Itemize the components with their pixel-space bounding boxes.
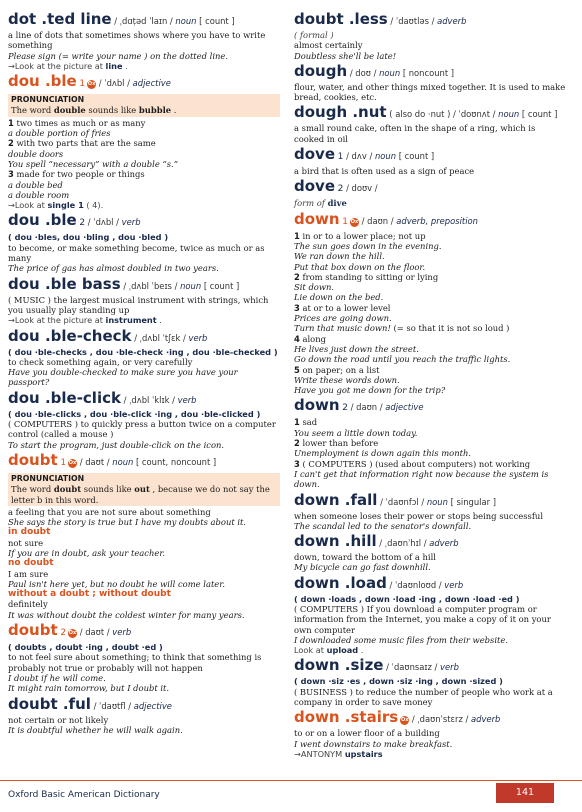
- dictionary-entry: [294, 396, 566, 489]
- oxford-3000-keyword-icon: Ox: [350, 218, 359, 225]
- definition: when someone loses their power or stops being successful: [294, 510, 544, 521]
- example-sentence: I can't get that information right now because the system is down.: [294, 468, 549, 490]
- headword: dot .ted line: [8, 10, 112, 28]
- headword-line: [294, 656, 566, 676]
- sense-definition: lower than before: [302, 438, 379, 449]
- dictionary-entry: [294, 62, 566, 103]
- sense: [294, 303, 566, 313]
- sense-number: 2: [294, 438, 300, 449]
- example-sentence: To start the program, just double-click on the icon.: [8, 439, 225, 450]
- headword: doubt .less: [294, 10, 388, 28]
- pronunciation: / ˈdaʊtləs /: [390, 16, 435, 26]
- pronunciation-box-title: PRONUNCIATION: [11, 473, 85, 483]
- cross-reference-suffix: ( 4).: [86, 200, 104, 211]
- part-of-speech: adverb: [471, 714, 501, 725]
- form-of-prefix: form of: [294, 198, 325, 209]
- example-sentence: Doubtless she'll be late!: [294, 50, 397, 61]
- example-sentence: Sit down.: [294, 282, 335, 293]
- cross-reference: [294, 645, 566, 655]
- headword-line: [8, 451, 280, 472]
- definition: not sure: [8, 537, 44, 548]
- pronunciation: / daʊt /: [79, 627, 110, 638]
- sense-definition: ( COMPUTERS ) (used about computers) not working: [302, 458, 531, 469]
- homonym-number: 1: [337, 152, 344, 163]
- part-of-speech: adjective: [132, 78, 171, 89]
- headword: dou .ble bass: [8, 274, 121, 293]
- grammar-label: [ count ]: [521, 109, 558, 120]
- dictionary-entry: [294, 532, 566, 573]
- sense-number: 1: [8, 117, 14, 128]
- part-of-speech: verb: [177, 394, 197, 405]
- page-footer: [0, 780, 582, 805]
- headword: dou .ble: [8, 211, 77, 230]
- cross-reference: [8, 315, 280, 325]
- headword-line: [294, 491, 566, 511]
- example-sentence: If you are in doubt, ask your teacher.: [8, 547, 166, 558]
- pronunciation-text-pre: The word: [11, 484, 54, 495]
- pronunciation: / doʊ /: [349, 67, 377, 78]
- headword: down .size: [294, 656, 384, 675]
- grammar-label: [ count ]: [203, 280, 240, 291]
- sense-number: 3: [294, 302, 300, 313]
- headword: down .fall: [294, 490, 378, 509]
- definition: not certain or not likely: [8, 714, 109, 725]
- sense-definition: with two parts that are the same: [16, 138, 156, 149]
- pronunciation: / ˈdʌbl /: [98, 78, 130, 89]
- pronunciation-box-text: [11, 105, 277, 115]
- dictionary-entry: [294, 574, 566, 656]
- headword: doubt: [8, 621, 58, 640]
- dictionary-entry: [8, 72, 280, 210]
- grammar-label: [ singular ]: [450, 496, 496, 507]
- form-of-word: dive: [327, 198, 347, 209]
- headword-line: [8, 389, 280, 409]
- headword-line: [294, 574, 566, 594]
- part-of-speech: verb: [444, 579, 464, 590]
- pronunciation-rhyme: out: [134, 484, 150, 495]
- headword: down .load: [294, 573, 387, 592]
- headword-line: [8, 327, 280, 347]
- pronunciation: / daʊn /: [350, 402, 383, 413]
- example-sentence: a double room: [8, 189, 70, 200]
- example-sentence: Prices are going down.: [294, 313, 392, 324]
- headword-line: [294, 210, 566, 231]
- part-of-speech: adjective: [133, 700, 172, 711]
- part-of-speech: adjective: [385, 402, 424, 413]
- pronunciation-word: doubt: [53, 484, 82, 495]
- example-sentence: The price of gas has almost doubled in two years.: [8, 263, 219, 274]
- part-of-speech: verb: [112, 627, 132, 638]
- pronunciation: / ˈdaʊnfɔl /: [380, 496, 425, 507]
- cross-reference-word: instrument: [105, 315, 157, 326]
- sense: [294, 459, 566, 469]
- headword: dou .ble-check: [8, 326, 132, 345]
- part-of-speech: verb: [440, 662, 459, 673]
- pronunciation-text-mid: sounds like: [81, 484, 135, 495]
- antonym-label: →ANTONYM: [294, 748, 343, 759]
- pronunciation: / doʊv /: [346, 183, 378, 194]
- grammar-label: [ count ]: [199, 16, 235, 26]
- sense-number: 2: [294, 271, 300, 282]
- headword-line: [294, 62, 566, 82]
- sense-definition: from standing to sitting or lying: [302, 271, 439, 282]
- headword: doubt: [8, 450, 58, 469]
- part-of-speech: noun: [426, 496, 448, 507]
- dictionary-entry: [8, 451, 280, 620]
- inflected-forms: ( down ·loads , down ·load ·ing , down ·load ·ed ): [294, 593, 520, 604]
- pronunciation: / ˌdʌbl ˈtʃɛk /: [134, 332, 186, 343]
- sense: [294, 438, 566, 448]
- homonym-number: 2: [342, 403, 348, 414]
- pronunciation: / daʊt /: [79, 456, 110, 467]
- form-of-reference: [294, 198, 566, 208]
- part-of-speech: noun: [379, 67, 401, 78]
- example-sentence: The sun goes down in the evening.: [294, 240, 442, 251]
- pronunciation-text-post: .: [171, 105, 177, 116]
- footer-title: Oxford Basic American Dictionary: [8, 790, 160, 800]
- example-sentence: Unemployment is down again this month.: [294, 448, 472, 459]
- example-sentence: He lives just down the street.: [294, 343, 419, 354]
- left-column: [8, 10, 280, 736]
- example-sentence: Have you got me down for the trip?: [294, 385, 446, 396]
- pronunciation-word: double: [53, 105, 86, 116]
- cross-reference-suffix: .: [125, 60, 128, 71]
- pronunciation: / ˈdaʊnsaɪz /: [386, 662, 438, 673]
- dictionary-entry: [294, 210, 566, 396]
- grammar-label: [ count ]: [398, 151, 435, 162]
- headword: doubt .ful: [8, 694, 91, 713]
- dictionary-entry: [294, 177, 566, 208]
- homonym-number: 1: [79, 79, 86, 90]
- definition: ( MUSIC ) the largest musical instrument with strings, which you usually play standing up: [8, 294, 269, 315]
- usage-label: ( formal ): [294, 30, 334, 40]
- example-sentence: Please sign (= write your name ) on the dotted line.: [8, 50, 229, 61]
- idiom-phrase: in doubt: [8, 527, 51, 538]
- sense: [294, 334, 566, 344]
- pronunciation: ( also do ·nut ) / ˈdoʊnʌt /: [389, 109, 496, 120]
- pronunciation: / ˈdaʊtfl /: [93, 700, 132, 711]
- inflected-forms: ( doubts , doubt ·ing , doubt ·ed ): [8, 642, 163, 653]
- example-sentence: She says the story is true but I have my doubts about it.: [8, 517, 247, 528]
- cross-reference-word: upload: [326, 645, 359, 656]
- sense-number: 3: [294, 458, 300, 469]
- antonym-reference: [294, 749, 566, 759]
- oxford-3000-keyword-icon: Ox: [400, 717, 409, 724]
- definition: almost certainly: [294, 40, 363, 51]
- headword-line: [294, 396, 566, 417]
- definition: to become, or make something become, twice as much or as many: [8, 242, 265, 264]
- sense-definition: along: [302, 333, 326, 344]
- sense-definition: on paper; on a list: [302, 364, 380, 375]
- dictionary-entry: [8, 695, 280, 736]
- part-of-speech: noun: [374, 151, 397, 162]
- oxford-3000-keyword-icon: Ox: [68, 459, 77, 466]
- pronunciation-box-text: [11, 484, 277, 505]
- dictionary-entry: [8, 275, 280, 326]
- homonym-number: 1: [342, 216, 348, 227]
- dictionary-entry: [8, 211, 280, 273]
- headword: dough: [294, 61, 348, 80]
- cross-reference-prefix: →Look at the picture at: [8, 315, 103, 326]
- example-sentence: Have you double-checked to make sure you have your passport?: [8, 367, 238, 388]
- headword-line: [294, 10, 566, 30]
- definition: a line of dots that sometimes shows where you have to write something: [8, 30, 266, 51]
- sense-number: 4: [294, 333, 300, 344]
- pronunciation: / ˈdʌbl /: [87, 217, 119, 228]
- dictionary-entry: [8, 389, 280, 450]
- oxford-3000-keyword-icon: Ox: [68, 630, 77, 637]
- sense-number: 1: [294, 417, 300, 428]
- headword-line: [294, 708, 566, 728]
- sense-number: 3: [8, 169, 14, 180]
- dictionary-entry: [294, 656, 566, 707]
- part-of-speech: noun: [498, 109, 520, 120]
- cross-reference-word: single 1: [47, 200, 84, 211]
- part-of-speech: noun: [112, 456, 134, 467]
- pronunciation: / ˈdaʊnloʊd /: [389, 579, 442, 590]
- pronunciation-text-pre: The word: [11, 105, 54, 116]
- idiom-phrase: without a doubt ; without doubt: [8, 589, 171, 600]
- example-sentence: Put that box down on the floor.: [294, 261, 426, 272]
- pronunciation-box: [8, 94, 280, 117]
- sense-definition: two times as much or as many: [16, 117, 146, 128]
- homonym-number: 2: [337, 184, 344, 195]
- sense: [8, 169, 280, 179]
- example-sentence: Turn that music down!: [294, 323, 391, 334]
- headword: dove: [294, 145, 335, 164]
- example-sentence: It might rain tomorrow, but I doubt it.: [8, 683, 170, 694]
- sense-number: 5: [294, 364, 300, 375]
- homonym-number: 2: [60, 628, 67, 639]
- dictionary-entry: [8, 621, 280, 693]
- inflected-forms: ( dou ·ble-clicks , dou ·ble-click ·ing , dou ·ble-clicked ): [8, 408, 261, 419]
- dictionary-entry: [8, 327, 280, 388]
- dictionary-entry: [294, 708, 566, 759]
- cross-reference-suffix: .: [159, 315, 162, 326]
- headword-line: [294, 103, 566, 123]
- example-sentence: Paul isn't here yet, but no doubt he will come later.: [8, 578, 226, 589]
- definition: to check something again, or very carefully: [8, 356, 193, 367]
- grammar-label: [ count, noncount ]: [136, 456, 217, 467]
- example-note: (= so that it is not so loud ): [390, 323, 510, 334]
- sense-number: 1: [294, 230, 300, 241]
- example-sentence: You seem a little down today.: [294, 427, 418, 438]
- antonym-word: upstairs: [344, 748, 383, 759]
- example-sentence: The scandal led to the senator's downfall.: [294, 520, 472, 531]
- headword-line: [294, 145, 566, 166]
- example-sentence: Go down the road until you reach the traffic lights.: [294, 354, 511, 365]
- definition: a small round cake, often in the shape of a ring, which is cooked in oil: [294, 123, 536, 144]
- headword-line: [8, 211, 280, 232]
- definition: to not feel sure about something; to think that something is probably not true or probably will not happen: [8, 652, 262, 673]
- example-sentence: You spell “necessary” with a double “s.”: [8, 158, 178, 169]
- headword-line: [8, 275, 280, 295]
- sense: [8, 138, 280, 148]
- pronunciation-box-title: PRONUNCIATION: [11, 95, 85, 105]
- cross-reference-suffix: .: [360, 645, 364, 656]
- headword: dou .ble-click: [8, 388, 121, 407]
- headword-line: [8, 10, 280, 30]
- cross-reference: [8, 61, 280, 71]
- sense-definition: made for two people or things: [16, 169, 145, 180]
- pronunciation-text-mid: sounds like: [85, 105, 139, 116]
- example-sentence: I doubt if he will come.: [8, 672, 106, 683]
- cross-reference: [8, 200, 280, 210]
- sense: [294, 417, 566, 427]
- example-with-note: [294, 323, 566, 333]
- homonym-number: 1: [60, 457, 67, 468]
- part-of-speech: verb: [121, 217, 141, 228]
- definition: flour, water, and other things mixed together. It is used to make bread, cookies, etc.: [294, 81, 566, 103]
- pronunciation: / ˌdaʊnˈhɪl /: [379, 538, 427, 549]
- inflected-forms: ( dou ·ble-checks , dou ·ble-check ·ing , dou ·ble-checked ): [8, 346, 278, 357]
- sense: [294, 272, 566, 282]
- example-sentence: a double portion of fries: [8, 128, 111, 139]
- definition: ( COMPUTERS ) If you download a computer program or information from the Internet, you make a copy of it on your own computer: [294, 603, 551, 635]
- pronunciation: / dʌv /: [346, 151, 373, 162]
- headword-line: [294, 532, 566, 552]
- example-sentence: Write these words down.: [294, 374, 400, 385]
- headword-line: [8, 621, 280, 642]
- definition: a bird that is often used as a sign of peace: [294, 166, 475, 177]
- homonym-number: 2: [79, 218, 86, 229]
- definition: ( COMPUTERS ) to quickly press a button twice on a computer control (called a mouse ): [8, 419, 276, 440]
- example-sentence: a double bed: [8, 179, 63, 190]
- sense: [8, 118, 280, 128]
- pronunciation: / ˌdʌbl ˈbeɪs /: [123, 280, 178, 291]
- oxford-3000-keyword-icon: Ox: [87, 81, 96, 88]
- definition: to or on a lower floor of a building: [294, 728, 440, 739]
- definition: ( BUSINESS ) to reduce the number of people who work at a company in order to save money: [294, 686, 553, 708]
- example-sentence: I went downstairs to make breakfast.: [294, 738, 453, 749]
- headword-line: [8, 695, 280, 715]
- cross-reference-word: line: [105, 60, 123, 71]
- example-sentence: It is doubtful whether he will walk again.: [8, 724, 183, 735]
- sense-number: 2: [8, 138, 14, 149]
- sense-definition: in or to a lower place; not up: [302, 230, 426, 241]
- sense-definition: at or to a lower level: [302, 302, 391, 313]
- definition: I am sure: [8, 568, 49, 579]
- definition: down, toward the bottom of a hill: [294, 552, 436, 563]
- pronunciation: / ˌdaʊnˈstɛrz /: [411, 714, 469, 725]
- headword: down: [294, 209, 340, 228]
- inflected-forms: ( dou ·bles, dou ·bling , dou ·bled ): [8, 232, 169, 243]
- example-sentence: We ran down the hill.: [294, 251, 385, 262]
- example-sentence: My bicycle can go fast downhill.: [294, 562, 431, 573]
- example-sentence: Lie down on the bed.: [294, 292, 384, 303]
- example-sentence: It was without doubt the coldest winter for many years.: [8, 609, 245, 620]
- sense: [294, 365, 566, 375]
- dictionary-entry: [294, 145, 566, 176]
- pronunciation: / ˌdɑṭəd ˈlaɪn /: [114, 16, 173, 26]
- idiom-phrase: no doubt: [8, 558, 54, 569]
- dictionary-entry: [8, 10, 280, 71]
- headword-line: [294, 177, 566, 198]
- dictionary-entry: [294, 103, 566, 144]
- definition: a feeling that you are not sure about something: [8, 506, 211, 517]
- grammar-label: [ noncount ]: [402, 67, 455, 78]
- pronunciation: / daʊn /: [361, 215, 394, 226]
- headword: down .hill: [294, 532, 377, 551]
- pronunciation-rhyme: bubble: [138, 105, 172, 116]
- part-of-speech: adverb: [429, 538, 459, 549]
- cross-reference-prefix: →Look at the picture at: [8, 60, 103, 71]
- definition: definitely: [8, 599, 48, 610]
- headword: down .stairs: [294, 708, 399, 727]
- cross-reference-prefix: Look at: [294, 645, 325, 656]
- dictionary-entry: [294, 491, 566, 532]
- headword: down: [294, 396, 340, 415]
- sense: [294, 231, 566, 241]
- headword: dou .ble: [8, 72, 77, 91]
- part-of-speech: verb: [188, 332, 208, 343]
- inflected-forms: ( down ·siz ·es , down ·siz ·ing , down ·sized ): [294, 676, 503, 687]
- dictionary-entry: [294, 10, 566, 61]
- example-sentence: double doors: [8, 148, 64, 159]
- part-of-speech: noun: [180, 280, 202, 291]
- part-of-speech: adverb, preposition: [396, 215, 478, 226]
- headword: dove: [294, 177, 335, 196]
- pronunciation-box: [8, 473, 280, 506]
- part-of-speech: adverb: [437, 16, 467, 26]
- headword: dough .nut: [294, 103, 387, 122]
- sense-definition: sad: [302, 417, 318, 428]
- cross-reference-prefix: →Look at: [8, 200, 45, 211]
- example-sentence: I downloaded some music files from their website.: [294, 634, 508, 645]
- page-number: 141: [496, 783, 554, 803]
- pronunciation: / ˌdʌbl ˈklɪk /: [123, 394, 175, 405]
- headword-line: [8, 72, 280, 93]
- part-of-speech: noun: [175, 16, 197, 26]
- right-column: [294, 10, 566, 760]
- pronunciation-text-post: , because we do not say the letter b in this word.: [11, 484, 270, 505]
